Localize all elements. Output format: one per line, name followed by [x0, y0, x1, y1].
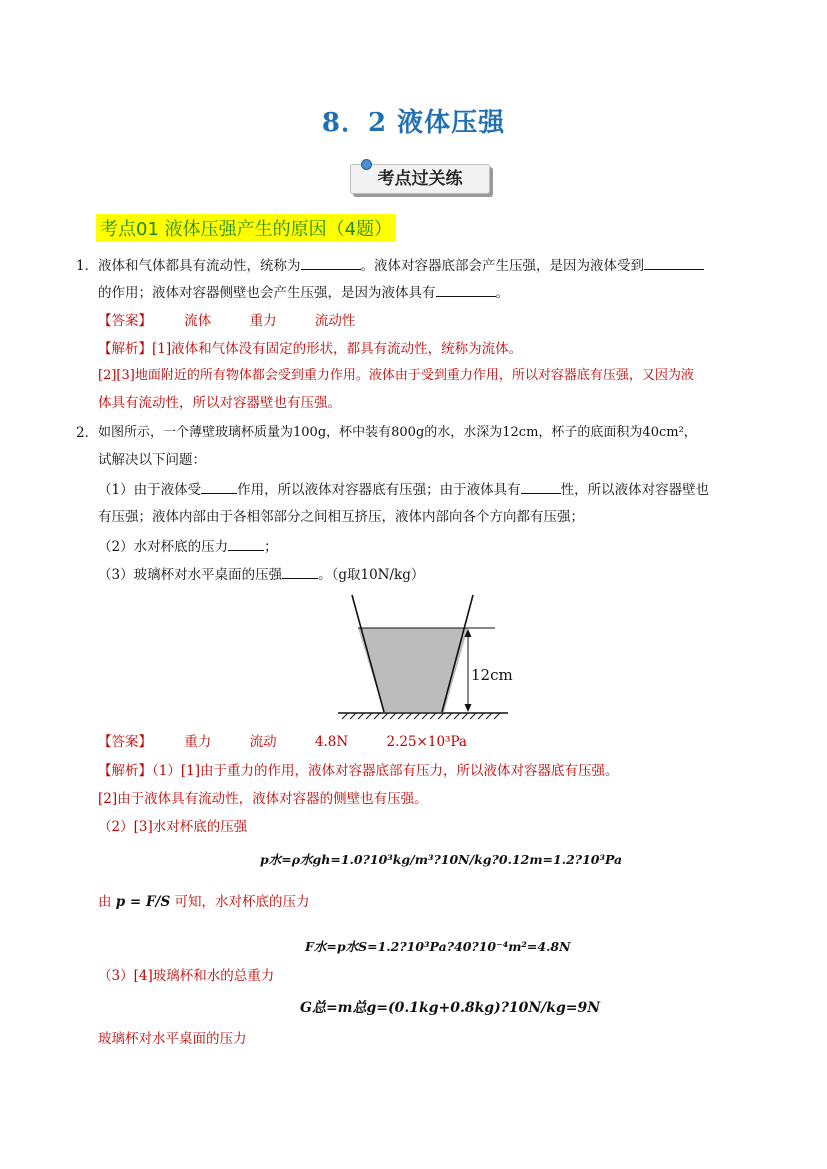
answer-item: 4.8N: [314, 734, 349, 750]
q1-text-c: 的作用；液体对容器侧壁也会产生压强，是因为液体具有: [98, 285, 436, 301]
blank: [228, 538, 264, 551]
analysis-text: 由: [98, 894, 112, 910]
answer-item: 重力: [249, 313, 277, 329]
q1-text-a: 液体和气体都具有流动性，统称为: [98, 258, 301, 274]
analysis-text: [1]液体和气体没有固定的形状，都具有流动性，统称为流体。: [152, 341, 523, 357]
analysis-text: 可知，水对杯底的压力: [174, 894, 310, 910]
answer-label: 【答案】: [98, 734, 152, 750]
q2-analysis-1: [98, 762, 618, 780]
q2-number: 2．: [76, 425, 99, 441]
q2-text: （1）由于液体受: [98, 482, 202, 498]
q1-analysis-1: [98, 340, 522, 358]
answer-item: 2.25×10³Pa: [386, 734, 467, 750]
q1-analysis-3: 体具有流动性，所以对容器壁也有压强。: [98, 395, 341, 411]
formula-force: F水=p水S=1.2?10³Pa?40?10⁻⁴m²=4.8N: [305, 939, 571, 954]
q2-answer: [98, 733, 467, 751]
q1-text-b: 。液体对容器底部会产生压强，是因为液体受到: [360, 258, 644, 274]
answer-item: 重力: [184, 734, 212, 750]
q1-analysis-2: [2][3]地面附近的所有物体都会受到重力作用。液体由于受到重力作用，所以对容器底有压强，又因为液: [98, 368, 694, 383]
q2-analysis-5: （3）[4]玻璃杯和水的总重力: [98, 968, 275, 984]
q1-answer: [98, 312, 355, 330]
blank: [201, 481, 237, 494]
q2-line2: 试解决以下问题：: [98, 452, 206, 468]
cup-figure: [330, 590, 520, 720]
q1-line1: [98, 257, 704, 275]
formula-inline: p = F/S: [115, 894, 171, 910]
answer-label: 【答案】: [98, 313, 152, 329]
q1-text-d: 。: [495, 285, 509, 301]
q2-text: 作用，所以液体对容器底有压强；由于液体具有: [237, 482, 521, 498]
analysis-label: 【解析】: [98, 341, 152, 357]
q2-part1-cont: 有压强；液体内部由于各相邻部分之间相互挤压，液体内部向各个方向都有压强；: [98, 509, 584, 525]
depth-label: 12cm: [471, 666, 513, 684]
analysis-label: 【解析】: [98, 763, 152, 779]
answer-item: 流动性: [314, 313, 356, 329]
q2-text: ；: [264, 539, 278, 555]
blank: [301, 257, 361, 270]
analysis-text: （1）[1]由于重力的作用，液体对容器底部有压力，所以液体对容器底有压强。: [152, 763, 619, 779]
answer-item: 流动: [249, 734, 277, 750]
blank: [436, 284, 496, 297]
section-badge: [350, 162, 492, 194]
q2-part3: [98, 566, 424, 584]
q1-line2: [98, 284, 509, 302]
blank: [644, 257, 704, 270]
q2-part1: [98, 481, 709, 499]
formula-weight: G总=m总g=(0.1kg+0.8kg)?10N/kg=9N: [300, 1000, 601, 1016]
q2-line1: 如图所示，一个薄壁玻璃杯质量为100g，杯中装有800g的水，水深为12cm，杯子的底面积为40cm²，: [98, 425, 697, 440]
table-hatching: [342, 713, 500, 719]
blank: [521, 481, 561, 494]
q2-text: （3）玻璃杯对水平桌面的压强: [98, 567, 283, 583]
arrow-head-down: [465, 704, 472, 712]
q2-analysis-4: [98, 893, 310, 911]
q2-analysis-6: 玻璃杯对水平桌面的压力: [98, 1031, 247, 1047]
q2-analysis-3: （2）[3]水对杯底的压强: [98, 819, 248, 835]
q2-text: 性，所以液体对容器壁也: [560, 482, 710, 498]
page-title: 8．2 液体压强: [321, 108, 506, 138]
pin-icon: [361, 159, 372, 170]
answer-item: 流体: [184, 313, 212, 329]
section-heading: 考点01 液体压强产生的原因（4题）: [96, 214, 396, 242]
q2-analysis-2: [2]由于液体具有流动性，液体对容器的侧壁也有压强。: [98, 791, 428, 807]
q1-number: 1．: [76, 258, 99, 274]
badge-label: 考点过关练: [350, 164, 490, 194]
blank: [282, 566, 318, 579]
q2-text: （2）水对杯底的压力: [98, 539, 229, 555]
q2-part2: [98, 538, 278, 556]
q2-text: 。（g取10N/kg）: [318, 567, 425, 583]
formula-pressure: p水=ρ水gh=1.0?10³kg/m³?10N/kg?0.12m=1.2?10³Pa: [260, 852, 623, 867]
water-fill: [358, 628, 468, 712]
